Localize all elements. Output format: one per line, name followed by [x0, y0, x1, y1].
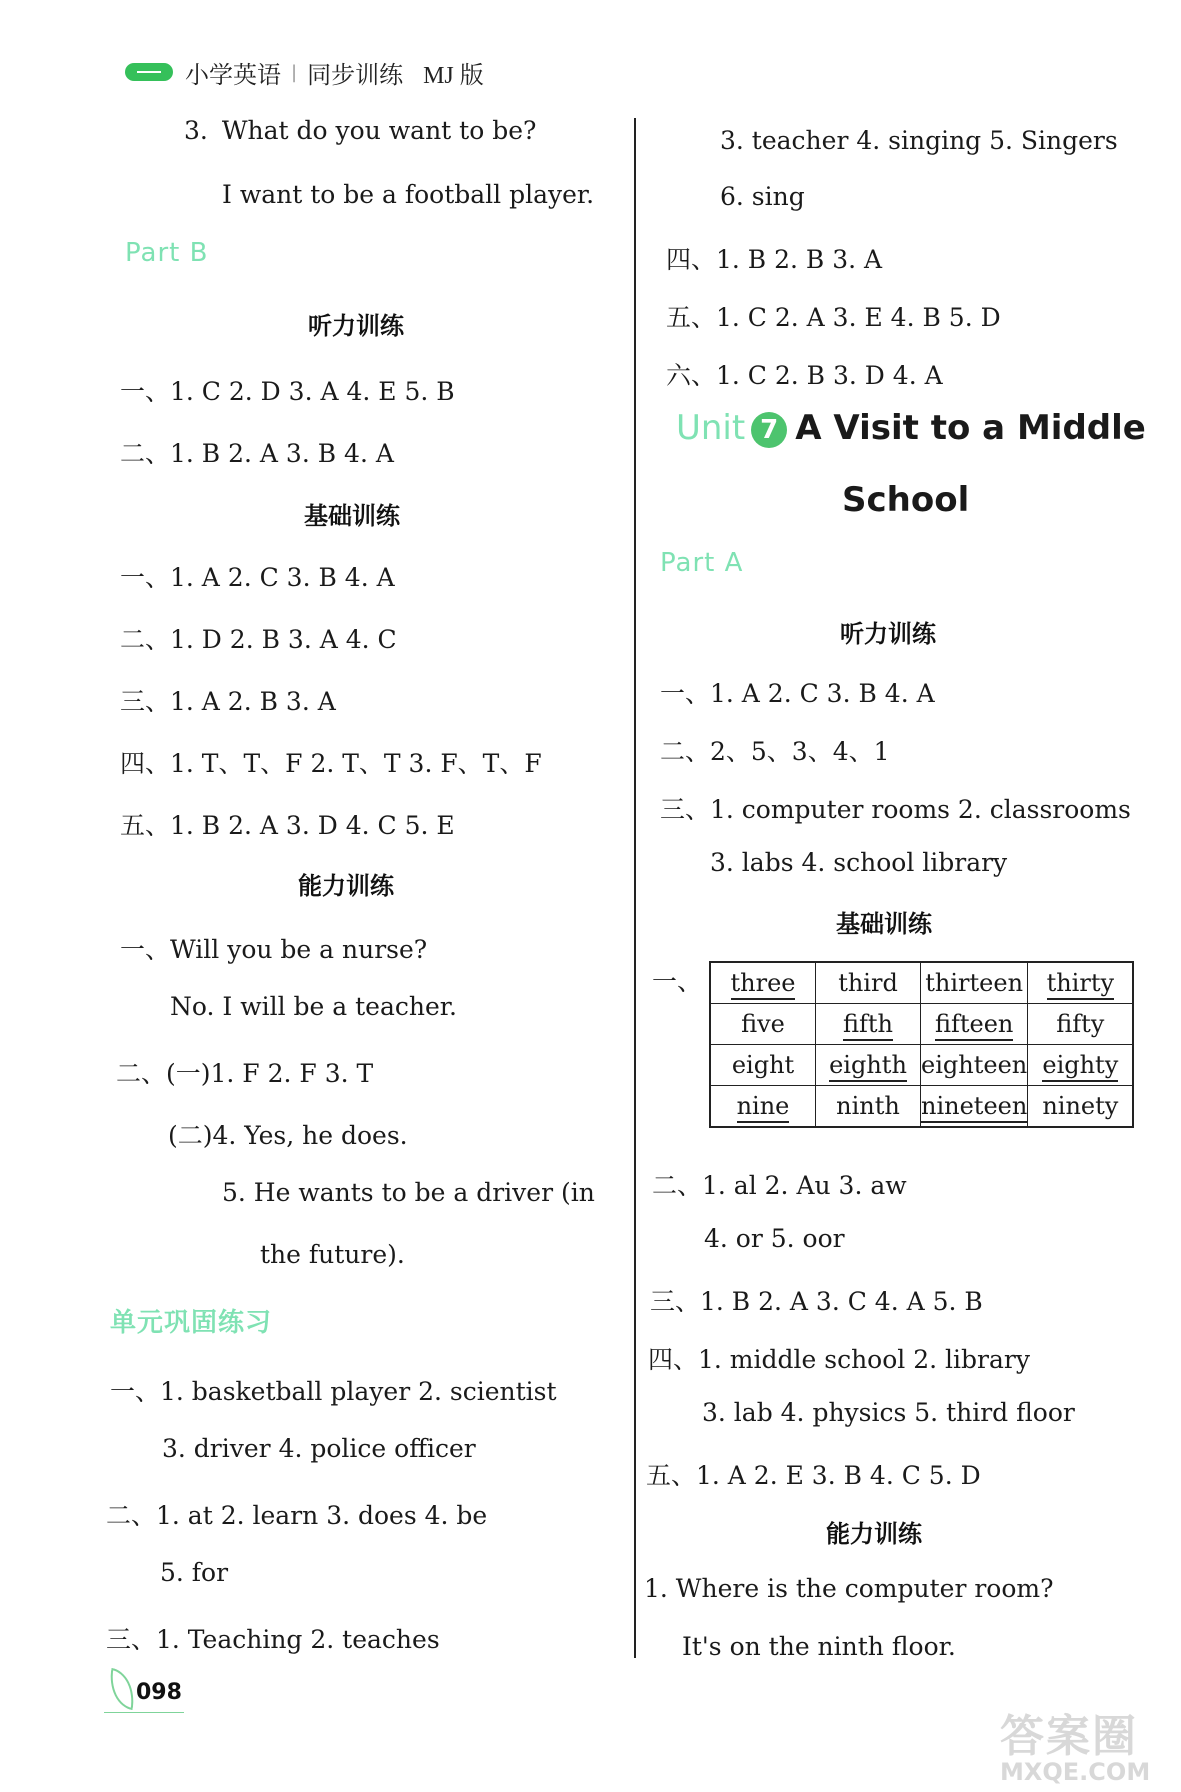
right-line-1: 3. teacher 4. singing 5. Singers — [720, 126, 1118, 155]
table-cell: eighty — [1028, 1045, 1134, 1086]
unit-title — [676, 408, 1146, 448]
table-cell: nineteen — [921, 1086, 1028, 1128]
right-basic-3: 三、1. B 2. A 3. C 4. A 5. B — [650, 1287, 983, 1316]
left-basic-3: 三、1. A 2. B 3. A — [120, 687, 336, 716]
right-listening-3b: 3. labs 4. school library — [710, 848, 1008, 877]
left-listening-1: 一、1. C 2. D 3. A 4. E 5. B — [120, 377, 455, 406]
unit-title-line2: School — [842, 480, 970, 520]
left-q3-answer: I want to be a football player. — [222, 180, 595, 209]
left-ability-1a: 一、Will you be a nurse? — [120, 935, 428, 964]
part-a-heading: Part A — [660, 548, 744, 578]
footer-rule — [104, 1712, 184, 1713]
right-basic-2b: 4. or 5. oor — [704, 1224, 845, 1253]
watermark — [1000, 1700, 1150, 1786]
right-ability-1a: 1. Where is the computer room? — [644, 1574, 1054, 1603]
table-cell: eight — [710, 1045, 816, 1086]
right-basic-5: 五、1. A 2. E 3. B 4. C 5. D — [646, 1461, 981, 1490]
table-cell: thirteen — [921, 962, 1028, 1004]
watermark-logo-text: 答案圈 — [1000, 1711, 1138, 1762]
header-separator: | — [291, 61, 298, 83]
right-ability-heading: 能力训练 — [826, 1520, 922, 1548]
header-series: 同步训练 — [307, 60, 404, 89]
left-ability-2b: (二)4. Yes, he does. — [168, 1121, 408, 1150]
left-basic-4: 四、1. T、T、F 2. T、T 3. F、T、F — [120, 749, 542, 778]
unit-number-badge: 7 — [751, 412, 787, 448]
table-cell: thirty — [1028, 962, 1134, 1004]
table-cell: eighteen — [921, 1045, 1028, 1086]
page-header — [125, 52, 484, 92]
table-cell: fifth — [816, 1004, 921, 1045]
table-row — [710, 1045, 1133, 1086]
series-logo-icon — [125, 63, 173, 81]
right-listening-heading: 听力训练 — [840, 620, 936, 648]
right-line-5: 六、1. C 2. B 3. D 4. A — [666, 361, 943, 390]
right-basic-2a: 二、1. al 2. Au 3. aw — [652, 1171, 907, 1200]
right-line-3: 四、1. B 2. B 3. A — [666, 245, 883, 274]
right-line-2: 6. sing — [720, 182, 805, 211]
left-review-2a: 二、1. at 2. learn 3. does 4. be — [106, 1501, 488, 1530]
right-listening-2: 二、2、5、3、4、1 — [660, 737, 890, 766]
right-line-4: 五、1. C 2. A 3. E 4. B 5. D — [666, 303, 1001, 332]
left-ability-2c: 5. He wants to be a driver (in — [222, 1178, 595, 1207]
left-listening-2: 二、1. B 2. A 3. B 4. A — [120, 439, 394, 468]
right-basic-4b: 3. lab 4. physics 5. third floor — [702, 1398, 1075, 1427]
left-review-3a: 三、1. Teaching 2. teaches — [106, 1625, 440, 1654]
left-review-1b: 3. driver 4. police officer — [162, 1434, 476, 1463]
table-cell: fifteen — [921, 1004, 1028, 1045]
page-number: 098 — [136, 1680, 182, 1705]
table-row — [710, 1086, 1133, 1128]
right-basic-heading: 基础训练 — [836, 910, 932, 938]
column-divider — [634, 118, 636, 1658]
right-basic-4a: 四、1. middle school 2. library — [648, 1345, 1030, 1374]
table-row — [710, 962, 1133, 1004]
part-b-heading: Part B — [125, 238, 209, 268]
table-cell: nine — [710, 1086, 816, 1128]
table-cell: third — [816, 962, 921, 1004]
unit-review-heading: 单元巩固练习 — [110, 1308, 273, 1338]
right-listening-1: 一、1. A 2. C 3. B 4. A — [660, 679, 935, 708]
number-words-table — [709, 961, 1134, 1128]
left-ability-2a: 二、(一)1. F 2. F 3. T — [116, 1059, 374, 1088]
table-cell: ninety — [1028, 1086, 1134, 1128]
left-basic-5: 五、1. B 2. A 3. D 4. C 5. E — [120, 811, 455, 840]
leaf-icon — [105, 1668, 139, 1710]
right-ability-1b: It's on the ninth floor. — [682, 1632, 956, 1661]
right-basic-1-label: 一、 — [652, 967, 703, 996]
table-cell: five — [710, 1004, 816, 1045]
left-q3: 3. What do you want to be? — [184, 116, 537, 145]
table-cell: ninth — [816, 1086, 921, 1128]
left-basic-1: 一、1. A 2. C 3. B 4. A — [120, 563, 395, 592]
left-ability-1b: No. I will be a teacher. — [170, 992, 457, 1021]
left-basic-heading: 基础训练 — [304, 502, 400, 530]
table-cell: fifty — [1028, 1004, 1134, 1045]
table-row — [710, 1004, 1133, 1045]
left-listening-heading: 听力训练 — [308, 312, 404, 340]
table-cell: eighth — [816, 1045, 921, 1086]
left-ability-2d: the future). — [260, 1240, 405, 1269]
watermark-url: MXQE.COM — [1000, 1758, 1151, 1786]
left-review-1a: 一、1. basketball player 2. scientist — [110, 1377, 557, 1406]
header-edition: MJ 版 — [423, 62, 484, 89]
left-basic-2: 二、1. D 2. B 3. A 4. C — [120, 625, 397, 654]
left-ability-heading: 能力训练 — [298, 872, 394, 900]
table-cell: three — [710, 962, 816, 1004]
unit-word: Unit — [676, 408, 746, 448]
header-subject: 小学英语 — [185, 60, 281, 89]
unit-title-text: A Visit to a Middle — [795, 408, 1146, 448]
left-review-2b: 5. for — [160, 1558, 229, 1587]
right-listening-3a: 三、1. computer rooms 2. classrooms — [660, 795, 1131, 824]
